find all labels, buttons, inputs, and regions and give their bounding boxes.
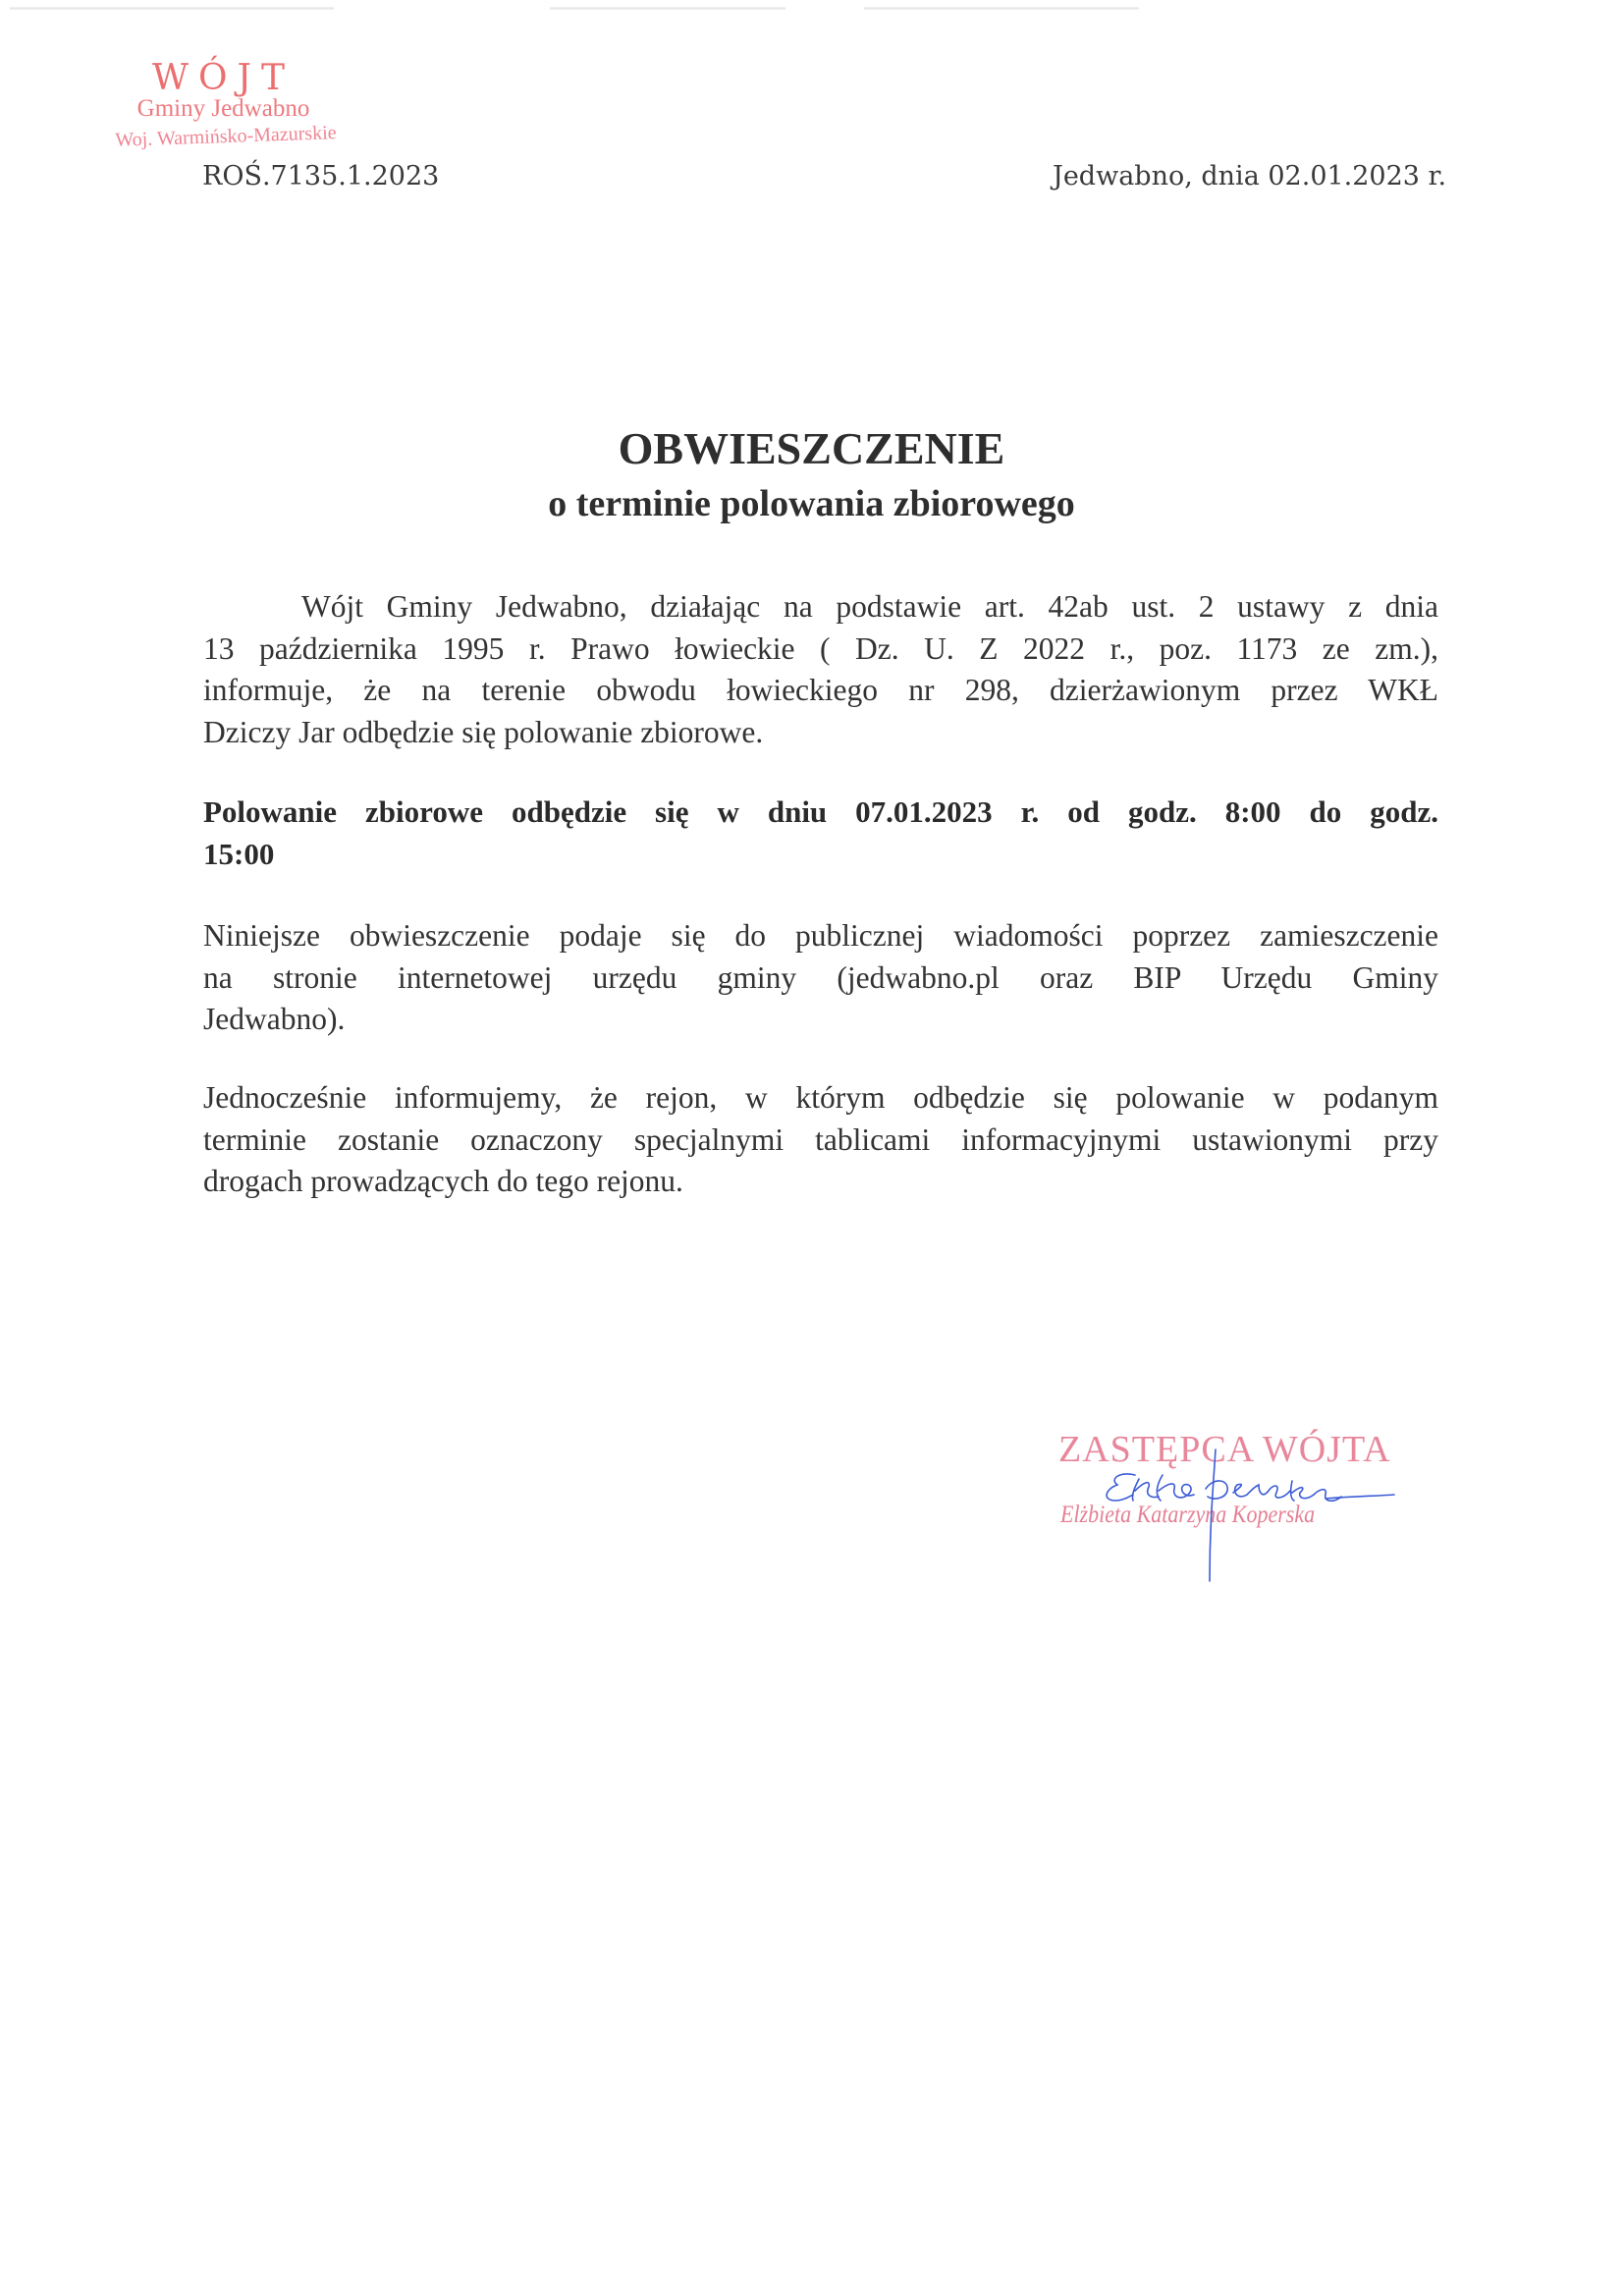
signature-stroke-p [1206,1449,1227,1581]
signatory-name-stamp: Elżbieta Katarzyna Koperska [1060,1502,1316,1528]
signature-stroke-ko [1157,1475,1194,1501]
document-title: OBWIESZCZENIE [618,423,1005,473]
stamp-title: WÓJT [152,58,295,98]
text-line: 13 października 1995 r. Prawo łowieckie ( Dz. U. Z 2022 r., poz. 1173 ze zm.), [203,630,1438,666]
signature-stroke-k [1132,1479,1159,1501]
text-line: drogach prowadzących do tego rejonu. [203,1164,683,1198]
paragraph-signage [203,1077,1438,1203]
signature-underline [1325,1495,1394,1499]
text-line: Dziczy Jar odbędzie się polowanie zbiorowe. [203,714,764,749]
text-line: Polowanie zbiorowe odbędzie się w dniu 07.01.2023 r. od godz. 8:00 do godz. [203,794,1438,829]
scan-artifact [10,7,334,10]
paragraph-legal-basis [203,586,1438,753]
text-line: Jednocześnie informujemy, że rejon, w którym odbędzie się polowanie w podanym [203,1080,1438,1115]
signature-stroke-e [1107,1474,1135,1501]
scan-artifact [550,7,785,10]
document-subtitle: o terminie polowania zbiorowego [548,483,1075,524]
text-line: na stronie internetowej urzędu gminy (jedwabno.pl oraz BIP Urzędu Gminy [203,959,1438,995]
paragraph-publication [203,915,1438,1041]
text-line: Wójt Gminy Jedwabno, działając na podstawie art. 42ab ust. 2 ustawy z dnia [301,589,1438,624]
signature-block [1041,1414,1414,1591]
handwritten-signature [1041,1414,1414,1591]
stamp-municipality: Gminy Jedwabno [136,95,310,122]
scan-artifact [864,7,1139,10]
signature-stroke-ersko [1233,1481,1341,1501]
text-line: informuje, że na terenie obwodu łowieckiego nr 298, dzierżawionym przez WKŁ [203,673,1438,707]
signatory-role-stamp: ZASTĘPCA WÓJTA [1058,1429,1391,1470]
reference-number: ROŚ.7135.1.2023 [202,161,440,191]
text-line: terminie zostanie oznaczony specjalnymi tablicami informacyjnymi ustawionymi przy [203,1121,1438,1157]
text-line: 15:00 [203,836,275,871]
text-line: Niniejsze obwieszczenie podaje się do publicznej wiadomości poprzez zamieszczenie [203,918,1438,953]
place-and-date: Jedwabno, dnia 02.01.2023 r. [1053,161,1447,191]
paragraph-hunt-date [203,792,1438,875]
stamp-voivodeship: Woj. Warmińsko-Mazurskie [115,122,337,151]
text-line: Jedwabno). [203,1002,346,1036]
